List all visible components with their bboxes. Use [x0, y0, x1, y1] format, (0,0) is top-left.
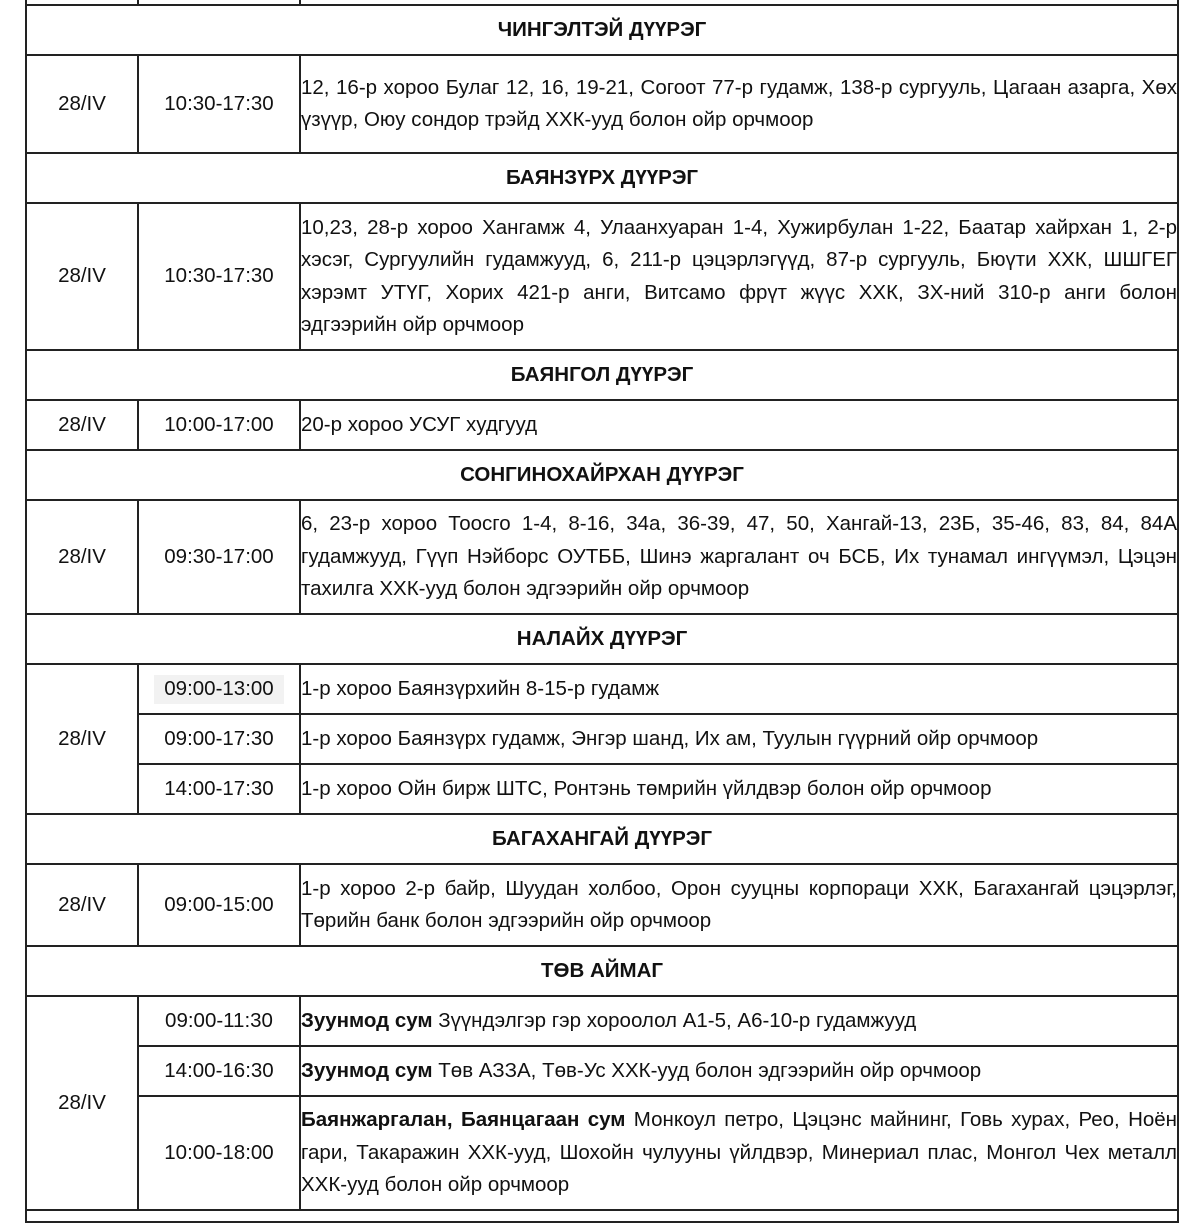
- district-title: СОНГИНОХАЙРХАН ДҮҮРЭГ: [26, 450, 1178, 500]
- time-cell: 09:00-17:30: [138, 714, 300, 764]
- location-cell: [300, 714, 1178, 764]
- date-cell: 28/IV: [26, 664, 138, 814]
- time-text: 09:00-13:00: [154, 675, 283, 704]
- location-cell: [300, 664, 1178, 714]
- date-cell: 28/IV: [26, 55, 138, 153]
- date-cell: 28/IV: [26, 996, 138, 1210]
- location-bold-label: Баянжаргалан, Баянцагаан сум: [301, 1108, 626, 1132]
- district-title: ТӨВ АЙМАГ: [26, 946, 1178, 996]
- time-cell: 10:30-17:30: [138, 203, 300, 350]
- location-cell: [300, 764, 1178, 814]
- table-row: [26, 714, 1178, 764]
- time-cell: 14:00-16:30: [138, 1046, 300, 1096]
- location-text: Зүүндэлгэр гэр хороолол А1-5, А6-10-р гудамжууд: [432, 1008, 917, 1032]
- district-header-row: [26, 946, 1178, 996]
- table-row: [26, 996, 1178, 1046]
- location-bold-label: Зуунмод сум: [301, 1058, 433, 1082]
- table-row: [26, 400, 1178, 450]
- date-cell: 28/IV: [26, 203, 138, 350]
- location-text: Төв АЗЗА, Төв-Ус ХХК-ууд болон эдгээрийн ойр орчмоор: [432, 1058, 982, 1082]
- table-row: [26, 764, 1178, 814]
- location-text: 1-р хороо Баянзүрхийн 8-15-р гудамж: [301, 676, 660, 700]
- district-title: ЧИНГЭЛТЭЙ ДҮҮРЭГ: [26, 5, 1178, 55]
- table-row: [26, 1096, 1178, 1210]
- district-title: БАЯНЗҮРХ ДҮҮРЭГ: [26, 153, 1178, 203]
- date-cell: 28/IV: [26, 500, 138, 614]
- time-cell: 09:00-15:00: [138, 864, 300, 946]
- district-header-row: [26, 5, 1178, 55]
- date-cell: 28/IV: [26, 400, 138, 450]
- location-text: 1-р хороо 2-р байр, Шуудан холбоо, Орон сууцны корпораци ХХК, Багахангай цэцэрлэг, Төрийн банк болон эдгээрийн ойр орчмоор: [301, 876, 1177, 932]
- district-title: НАЛАЙХ ДҮҮРЭГ: [26, 614, 1178, 664]
- location-text: Монкоул петро, Цэцэнс майнинг, Говь хурах, Рео, Ноён гари, Такаражин ХХК-ууд, Шохойн чулууны үйлдвэр, Минериал плас, Монгол Чех металл ХХК-ууд болон ойр орчмоор: [301, 1108, 1177, 1197]
- location-text: 10,23, 28-р хороо Хангамж 4, Улаанхуаран 1-4, Хужирбулан 1-22, Баатар хайрхан 1, 2-р хэсэг, Сургуулийн гудамжууд, 6, 211-р цэцэрлэгүүд, 87-р сургууль, Бюүти ХХК, ШШГЕГ хэрэмт УТҮГ, Хорих 421-р анги, Витсамо фрүт жүүс ХХК, ЗХ-ний 310-р анги болон эдгээрийн ойр орчмоор: [301, 215, 1177, 336]
- date-cell: 28/IV: [26, 864, 138, 946]
- outage-schedule-table: [25, 0, 1179, 1223]
- location-cell: [300, 1096, 1178, 1210]
- location-cell: [300, 55, 1178, 153]
- district-title: БАЯНГОЛ ДҮҮРЭГ: [26, 350, 1178, 400]
- time-cell: 10:30-17:30: [138, 55, 300, 153]
- location-cell: [300, 1046, 1178, 1096]
- location-cell: [300, 400, 1178, 450]
- table-row: [26, 1046, 1178, 1096]
- location-text: 6, 23-р хороо Тоосго 1-4, 8-16, 34а, 36-39, 47, 50, Хангай-13, 23Б, 35-46, 83, 84, 84А гудамжууд, Гүүп Нэйборс ОУТББ, Шинэ жаргалант оч БСБ, Их тунамал ингүүмэл, Цэцэн тахилга ХХК-ууд болон эдгээрийн ойр орчмоор: [301, 512, 1177, 601]
- time-cell: 09:30-17:00: [138, 500, 300, 614]
- time-cell: 10:00-17:00: [138, 400, 300, 450]
- district-header-row: [26, 614, 1178, 664]
- time-cell: 10:00-18:00: [138, 1096, 300, 1210]
- location-bold-label: Зуунмод сум: [301, 1008, 433, 1032]
- location-cell: [300, 500, 1178, 614]
- district-header-row: [26, 153, 1178, 203]
- location-cell: [300, 996, 1178, 1046]
- time-cell: 14:00-17:30: [138, 764, 300, 814]
- table-row: [26, 55, 1178, 153]
- time-cell: 09:00-11:30: [138, 996, 300, 1046]
- table-row: [26, 203, 1178, 350]
- table-row: [26, 864, 1178, 946]
- district-header-row: [26, 350, 1178, 400]
- district-title: БАГАХАНГАЙ ДҮҮРЭГ: [26, 814, 1178, 864]
- location-text: 1-р хороо Баянзүрх гудамж, Энгэр шанд, Их ам, Туулын гүүрний ойр орчмоор: [301, 726, 1039, 750]
- district-header-row: [26, 814, 1178, 864]
- time-cell: [138, 664, 300, 714]
- location-text: 1-р хороо Ойн бирж ШТС, Ронтэнь төмрийн үйлдвэр болон ойр орчмоор: [301, 776, 992, 800]
- table-row: [26, 664, 1178, 714]
- table-row: [26, 500, 1178, 614]
- location-text: 12, 16-р хороо Булаг 12, 16, 19-21, Согоот 77-р гудамж, 138-р сургууль, Цагаан азарга, Хөх үзүүр, Оюу сондор трэйд ХХК-ууд болон ойр орчмоор: [301, 75, 1177, 131]
- location-text: 20-р хороо УСУГ худгууд: [301, 412, 538, 436]
- table-row-clipped-bottom: [26, 1210, 1178, 1222]
- district-header-row: [26, 450, 1178, 500]
- location-cell: [300, 864, 1178, 946]
- location-cell: [300, 203, 1178, 350]
